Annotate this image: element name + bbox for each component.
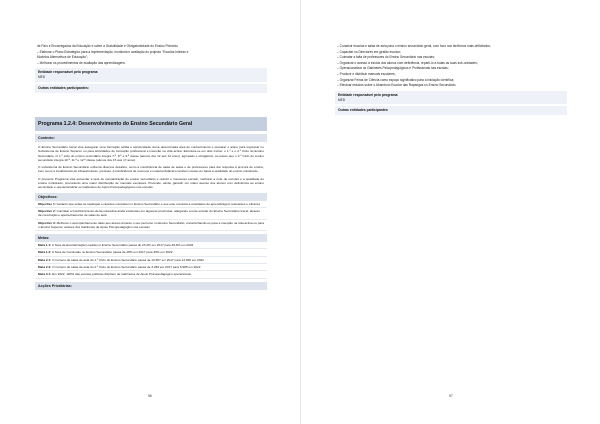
goal-item: Meta 1.2: A Taxa de Conclusão no Ensino Secundário passa de 28% em 2017 para 30% em 2022 [35,249,267,256]
action-item: – Operacionalizar os Gabinetes Psicopedagógicos e Profissionais nas escolas; [337,66,449,71]
action-item: – Efectuar estudos sobre o Abandono Escolar das Raparigas no Ensino Secundário. [337,83,457,88]
goal-item: Meta 2.2: O número de salas de aula do 2.º Ciclo do Ensino Secundário passa de 3.283 em 2017 para 5.985 em 2022 [35,264,267,271]
entity-box [35,68,267,82]
context-paragraph: O subsistema de Ensino Secundário enfrenta diversos desafios, como a insuficiência de salas de aulas e de professores para dar resposta à procura de ensino, bem como a insuficiência de infraestruturas, precisas. A insuficiência de recursos e material didáctico também causa um baixa a qualidade do ensino ministrado. [38,165,264,174]
context-paragraph: O Ensino Secundário Geral visa assegurar uma formação sólida e aprofundada numa determinada área de conhecimento e preparar o aluno para ingressar no Subsistema de Ensino Superior ou para actividades de formação profissional e inserção na vida activa. Estrutura-se em dois Ciclos: o 1.º e o 2.º Ciclo do Ensino Secundário. O 1.º ciclo do ensino secundário integra 7.ª, 8.ª e 9.ª classe (alunos dos 12 aos 14 anos), agrupado e obrigatório, ao passo que o 2.º Ciclo do ensino secundário integra 10.ª, 11.ª e 12.ª classe (alunos dos 15 aos 17 anos). [38,144,264,162]
priority-actions-label: Acções Prioritárias: [35,282,267,290]
action-item: – Construir escolas e salas de aula para o ensino secundário geral, com foco nos territórios mais deficitários; [337,44,491,48]
left-column [35,44,267,290]
page-number: 96 [148,394,152,398]
intro-line: – Elaborar o Plano Estratégico para a implementação, monitoria e avaliação do projecto "Escolas Inteiras e [37,49,189,54]
context-paragraph: O presente Programa visa aumentar a taxa de escolarização do ensino secundário e reduzir o insucesso escolar, melhorar a rede de escolas e a qualidade do ensino ministrado, procurando uma maior distribuição de manuais escolares. Pretende, ainda, garantir um maior acesso dos alunos com deficiência ao ensino secundário e operacionalizar os Gabinetes de Apoio Psicopedagógicos nas escolas. [38,176,264,190]
objective-item: Objectivo 3: Melhorar o acompanhamento dado aos alunos durante o seu percurso no Ensino Secundário, encaminhando-os para a inserção na vida activa ou para o Ensino Superior, através dos Gabinetes de Apoio Psicopedagógico nas escolas [35,220,267,232]
entity-value: MED [38,75,46,80]
goal-item: Meta 2.1: O número de salas de aula do 1.º Ciclo do Ensino Secundário passa de 10.657 em 2017 para 14.830 em 2022 [35,257,267,264]
action-item: – Organizar o acesso à escola dos alunos com deficiência, reparti-lo a todas as suas sub-unidades; [337,60,478,65]
entity-label: Entidade responsável pelo programa [38,70,98,75]
intro-line: de País e Encarregados da Educação e sobre a Gratuitidade e Obrigatoriedade do Ensino Primário; [37,44,179,48]
context-label: Contexto: [35,134,267,142]
objectives-label: Objectivos: [35,193,267,201]
other-entities-label: Outras entidades participantes [338,108,388,113]
objective-item: Objectivo 2: Colmatar a insuficiência da oferta educativa ainda existentes em algumas províncias, alargando a rede escolar do Ensino Secundário Geral, através da construção e apetrechamento de salas de aula [35,208,267,220]
objective-item: Objectivo 1: Garantir que todas as raparigas e rapazes completem o Ensino Secundário e que este conduza a resultados de aprendizagem relevantes e eficazes [35,201,267,208]
other-entities-label: Outras entidades participantes: [38,85,89,90]
intro-line: – Melhorar os procedimentos de avaliação das aprendizagens. [37,60,126,65]
entity-box [335,91,567,105]
entity-value: MED [338,97,346,102]
goal-item: Meta 3.1: Em 2022, 100% das escolas públicas dispõem de Gabinetes de Apoio Psicopedagógico operacionais [35,271,267,278]
other-entities-box [35,84,267,93]
action-item: – Capacitar os Directores em gestão escolar; [337,49,401,54]
action-item: – Organizar Feiras de Ciência como espaço significativo para a iniciação científica; [337,77,455,82]
page-number: 97 [449,394,453,398]
action-item: – Colmatar a falta de professores do Ensino Secundário nas escolas; [337,55,435,60]
entity-label: Entidade responsável pelo programa [338,92,398,97]
intro-line: Modelos Alternativos de Educação"; [37,55,88,60]
program-title: Programa 1.2.4: Desenvolvimento do Ensino Secundário Geral [35,117,267,131]
goal-item: Meta 1.1: A Taxa de Escolarização Líquida no Ensino Secundário passa de 23,4% em 2017 para 49,6% em 2022 [35,242,267,249]
action-item: – Produzir e distribuir manuais escolares; [337,71,396,76]
right-page [300,0,600,424]
other-entities-box [335,106,567,115]
goals-label: Metas: [35,234,267,242]
right-column [335,44,567,115]
